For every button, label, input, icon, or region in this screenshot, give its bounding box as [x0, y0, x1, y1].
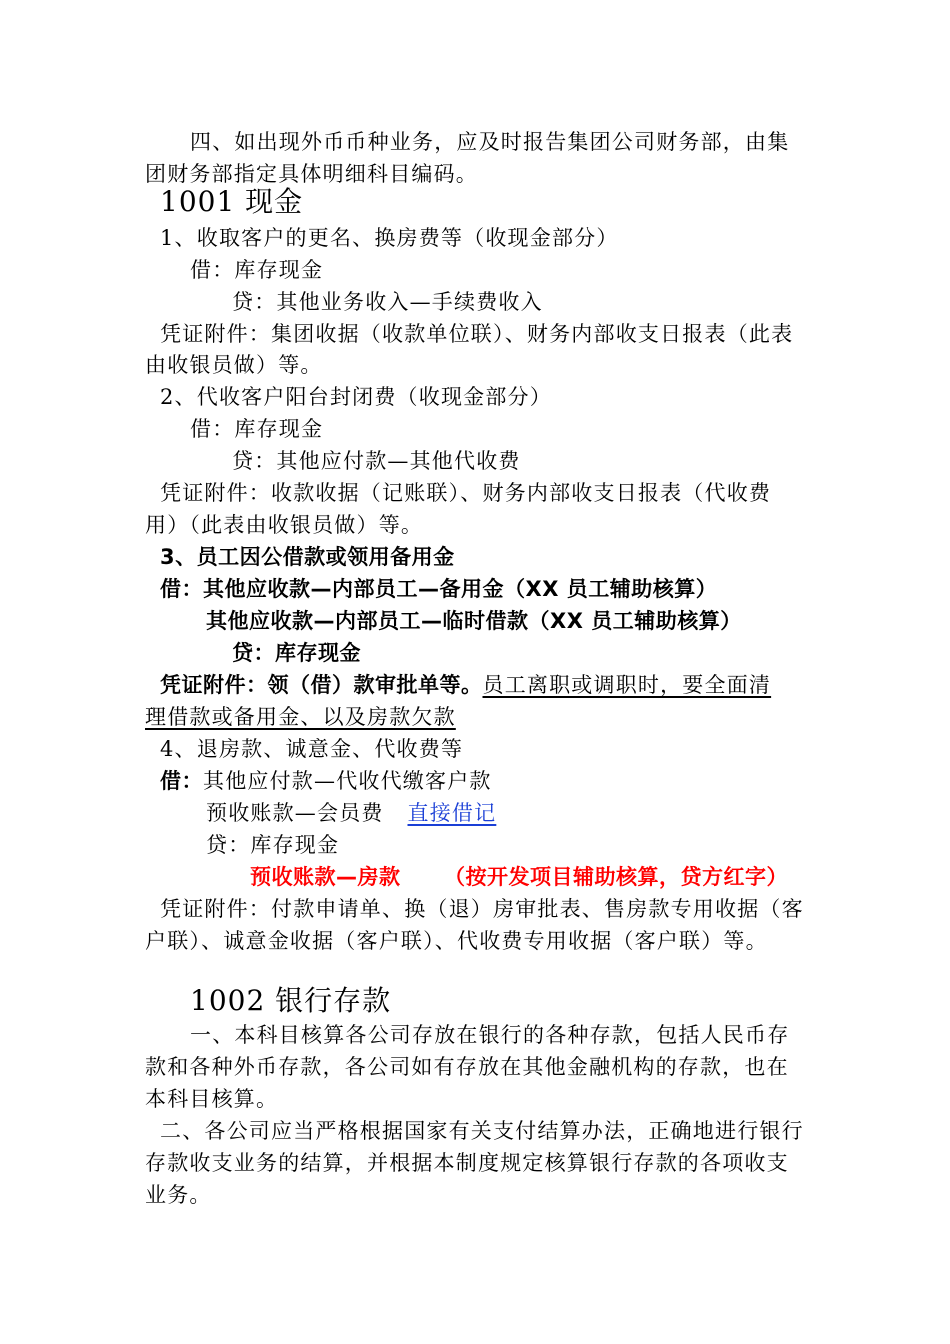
item4-debit-1: 其他应付款—代收代缴客户款 [203, 769, 492, 793]
item4-debit-label: 借： [160, 769, 203, 793]
item4-title: 4、退房款、诚意金、代收费等 [160, 737, 464, 761]
bank-p2-line-3: 业务。 [145, 1183, 212, 1207]
item4-credit: 贷：库存现金 [206, 833, 340, 857]
item1-debit: 借：库存现金 [190, 258, 324, 282]
item1-title: 1、收取客户的更名、换房费等（收现金部分） [160, 226, 619, 250]
item4-debit-2-row [206, 798, 496, 828]
item3-voucher-prefix: 凭证附件：领（借）款审批单等。 [160, 673, 483, 697]
item4-credit-2: 预收账款—房款 [250, 865, 401, 889]
bank-p1-line-2: 款和各种外币存款，各公司如有存放在其他金融机构的存款，也在 [145, 1055, 789, 1079]
cash-heading: 1001 现金 [160, 185, 304, 218]
item4-voucher-line-2: 户联）、诚意金收据（客户联）、代收费专用收据（客户联）等。 [145, 929, 768, 953]
item4-debit-2: 预收账款—会员费 [206, 801, 384, 825]
item3-debit-1: 借：其他应收款—内部员工—备用金（XX 员工辅助核算） [160, 577, 718, 601]
item2-credit: 贷：其他应付款—其他代收费 [232, 449, 521, 473]
item4-debit-1-row [160, 766, 492, 796]
item3-voucher-note-1: 员工离职或调职时，要全面清 [482, 673, 772, 697]
intro-line-2: 团财务部指定具体明细科目编码。 [145, 162, 478, 186]
direct-debit-link[interactable]: 直接借记 [407, 801, 497, 825]
item3-credit: 贷：库存现金 [232, 641, 361, 665]
item2-voucher-line-1: 凭证附件：收款收据（记账联）、财务内部收支日报表（代收费 [160, 481, 772, 505]
intro-line-1: 四、如出现外币币种业务，应及时报告集团公司财务部，由集 [190, 130, 790, 154]
bank-heading: 1002 银行存款 [190, 984, 392, 1017]
bank-p1-line-1: 一、本科目核算各公司存放在银行的各种存款，包括人民币存 [190, 1023, 790, 1047]
item3-title: 3、员工因公借款或领用备用金 [160, 545, 455, 569]
item3-debit-2: 其他应收款—内部员工—临时借款（XX 员工辅助核算） [206, 609, 742, 633]
item1-voucher-line-1: 凭证附件：集团收据（收款单位联）、财务内部收支日报表（此表 [160, 322, 794, 346]
item2-voucher-line-2: 用）（此表由收银员做）等。 [145, 513, 424, 537]
item4-voucher-line-1: 凭证附件：付款申请单、换（退）房审批表、售房款专用收据（客 [160, 897, 804, 921]
item1-credit: 贷：其他业务收入—手续费收入 [232, 290, 543, 314]
bank-p1-line-3: 本科目核算。 [145, 1087, 279, 1111]
item3-voucher-note-2: 理借款或备用金、以及房款欠款 [145, 705, 456, 729]
bank-p2-line-1: 二、各公司应当严格根据国家有关支付结算办法，正确地进行银行 [160, 1119, 804, 1143]
bank-p2-line-2: 存款收支业务的结算，并根据本制度规定核算银行存款的各项收支 [145, 1151, 789, 1175]
item2-debit: 借：库存现金 [190, 417, 324, 441]
item2-title: 2、代收客户阳台封闭费（收现金部分） [160, 385, 552, 409]
item4-credit-2-note: （按开发项目辅助核算，贷方红字） [444, 865, 788, 889]
item1-voucher-line-2: 由收银员做）等。 [145, 353, 323, 377]
item3-voucher [160, 670, 771, 700]
